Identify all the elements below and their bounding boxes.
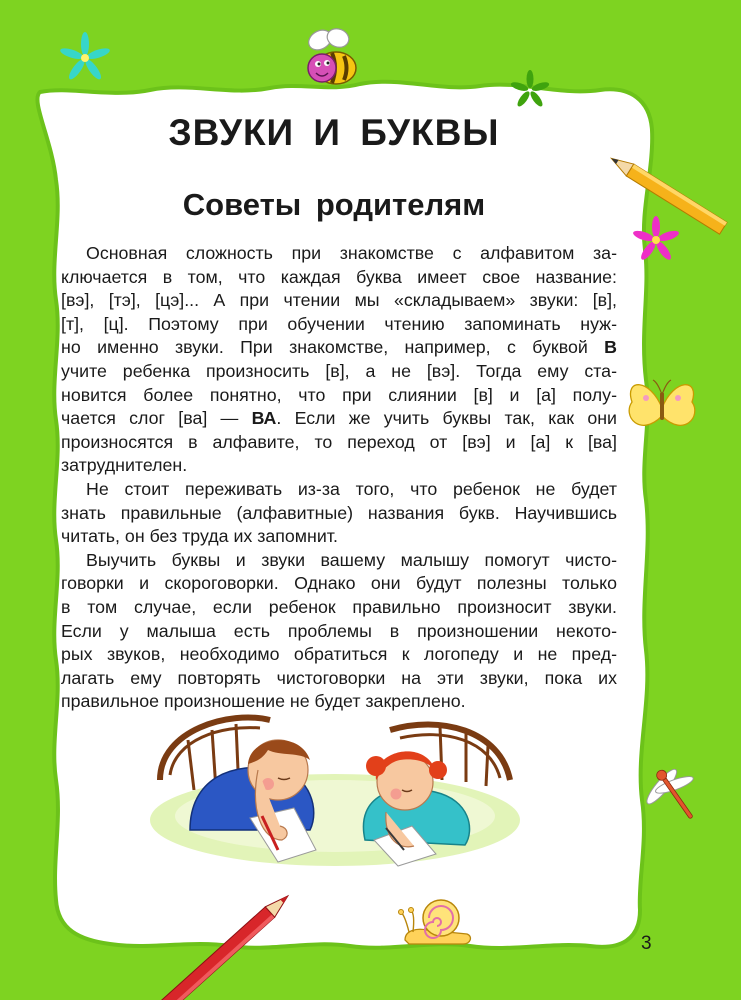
page-subtitle: Советы родителям	[182, 187, 486, 222]
text-line: Не стоит переживать из-за того, что ребенок не будет	[86, 478, 617, 499]
bold-letter: В	[604, 337, 617, 358]
text-line: говорки и скороговорки. Однако они будут полезны только	[61, 573, 617, 594]
text-segment: но именно звуки. При знакомстве, например, с буквой	[61, 337, 588, 358]
text-line: Основная сложность при знакомстве с алфавитом за-	[86, 243, 617, 263]
text-line: Если у малыша есть проблемы в произношении некото-	[61, 620, 617, 641]
text-line: новится более понятно, что при слиянии [в] и [а] полу-	[61, 384, 617, 405]
text-line: ключается в том, что каждая буква имеет свое название:	[61, 266, 617, 287]
page-title: ЗВУКИ И БУКВЫ	[168, 112, 500, 153]
text-line: в том случае, если ребенок правильно произносит звуки.	[61, 596, 617, 617]
text-line: [вэ], [тэ], [цэ]... А при чтении мы «складываем» звуки: [в],	[61, 290, 617, 311]
text-line: рых звуков, необходимо обратиться к логопеду и не пред-	[61, 644, 617, 665]
bold-syllable: ВА	[251, 408, 277, 429]
text-line: правильное произношение не будет закреплено.	[61, 691, 466, 712]
text-line: затруднителен.	[61, 455, 188, 476]
text-segment: . Если же учить буквы так, как они	[276, 408, 617, 429]
text-line	[61, 336, 617, 360]
text-line: Выучить буквы и звуки вашему малышу помогут чисто-	[86, 549, 617, 570]
text-line: учите ребенка произносить [в], а не [вэ]. Тогда ему ста-	[61, 360, 617, 381]
text-line: произносятся в алфавите, то переход от [вэ] и [а] к [ва]	[61, 431, 617, 452]
text-line: [т], [ц]. Поэтому при обучении чтению запоминать нуж-	[61, 313, 617, 334]
paragraph	[61, 478, 617, 549]
text-line: читать, он без труда их запомнит.	[61, 526, 338, 547]
text-segment: чается слог [ва] —	[61, 408, 239, 429]
text-line: лагать ему повторять чистоговорки на эти звуки, пока их	[61, 667, 617, 688]
children-writing-illustration	[150, 700, 520, 890]
text-line	[61, 407, 617, 431]
page-number: 3	[641, 933, 652, 954]
paragraph	[61, 549, 617, 714]
paragraph	[61, 242, 617, 478]
text-line: знать правильные (алфавитные) названия букв. Научившись	[61, 502, 617, 523]
article-body	[61, 242, 617, 714]
